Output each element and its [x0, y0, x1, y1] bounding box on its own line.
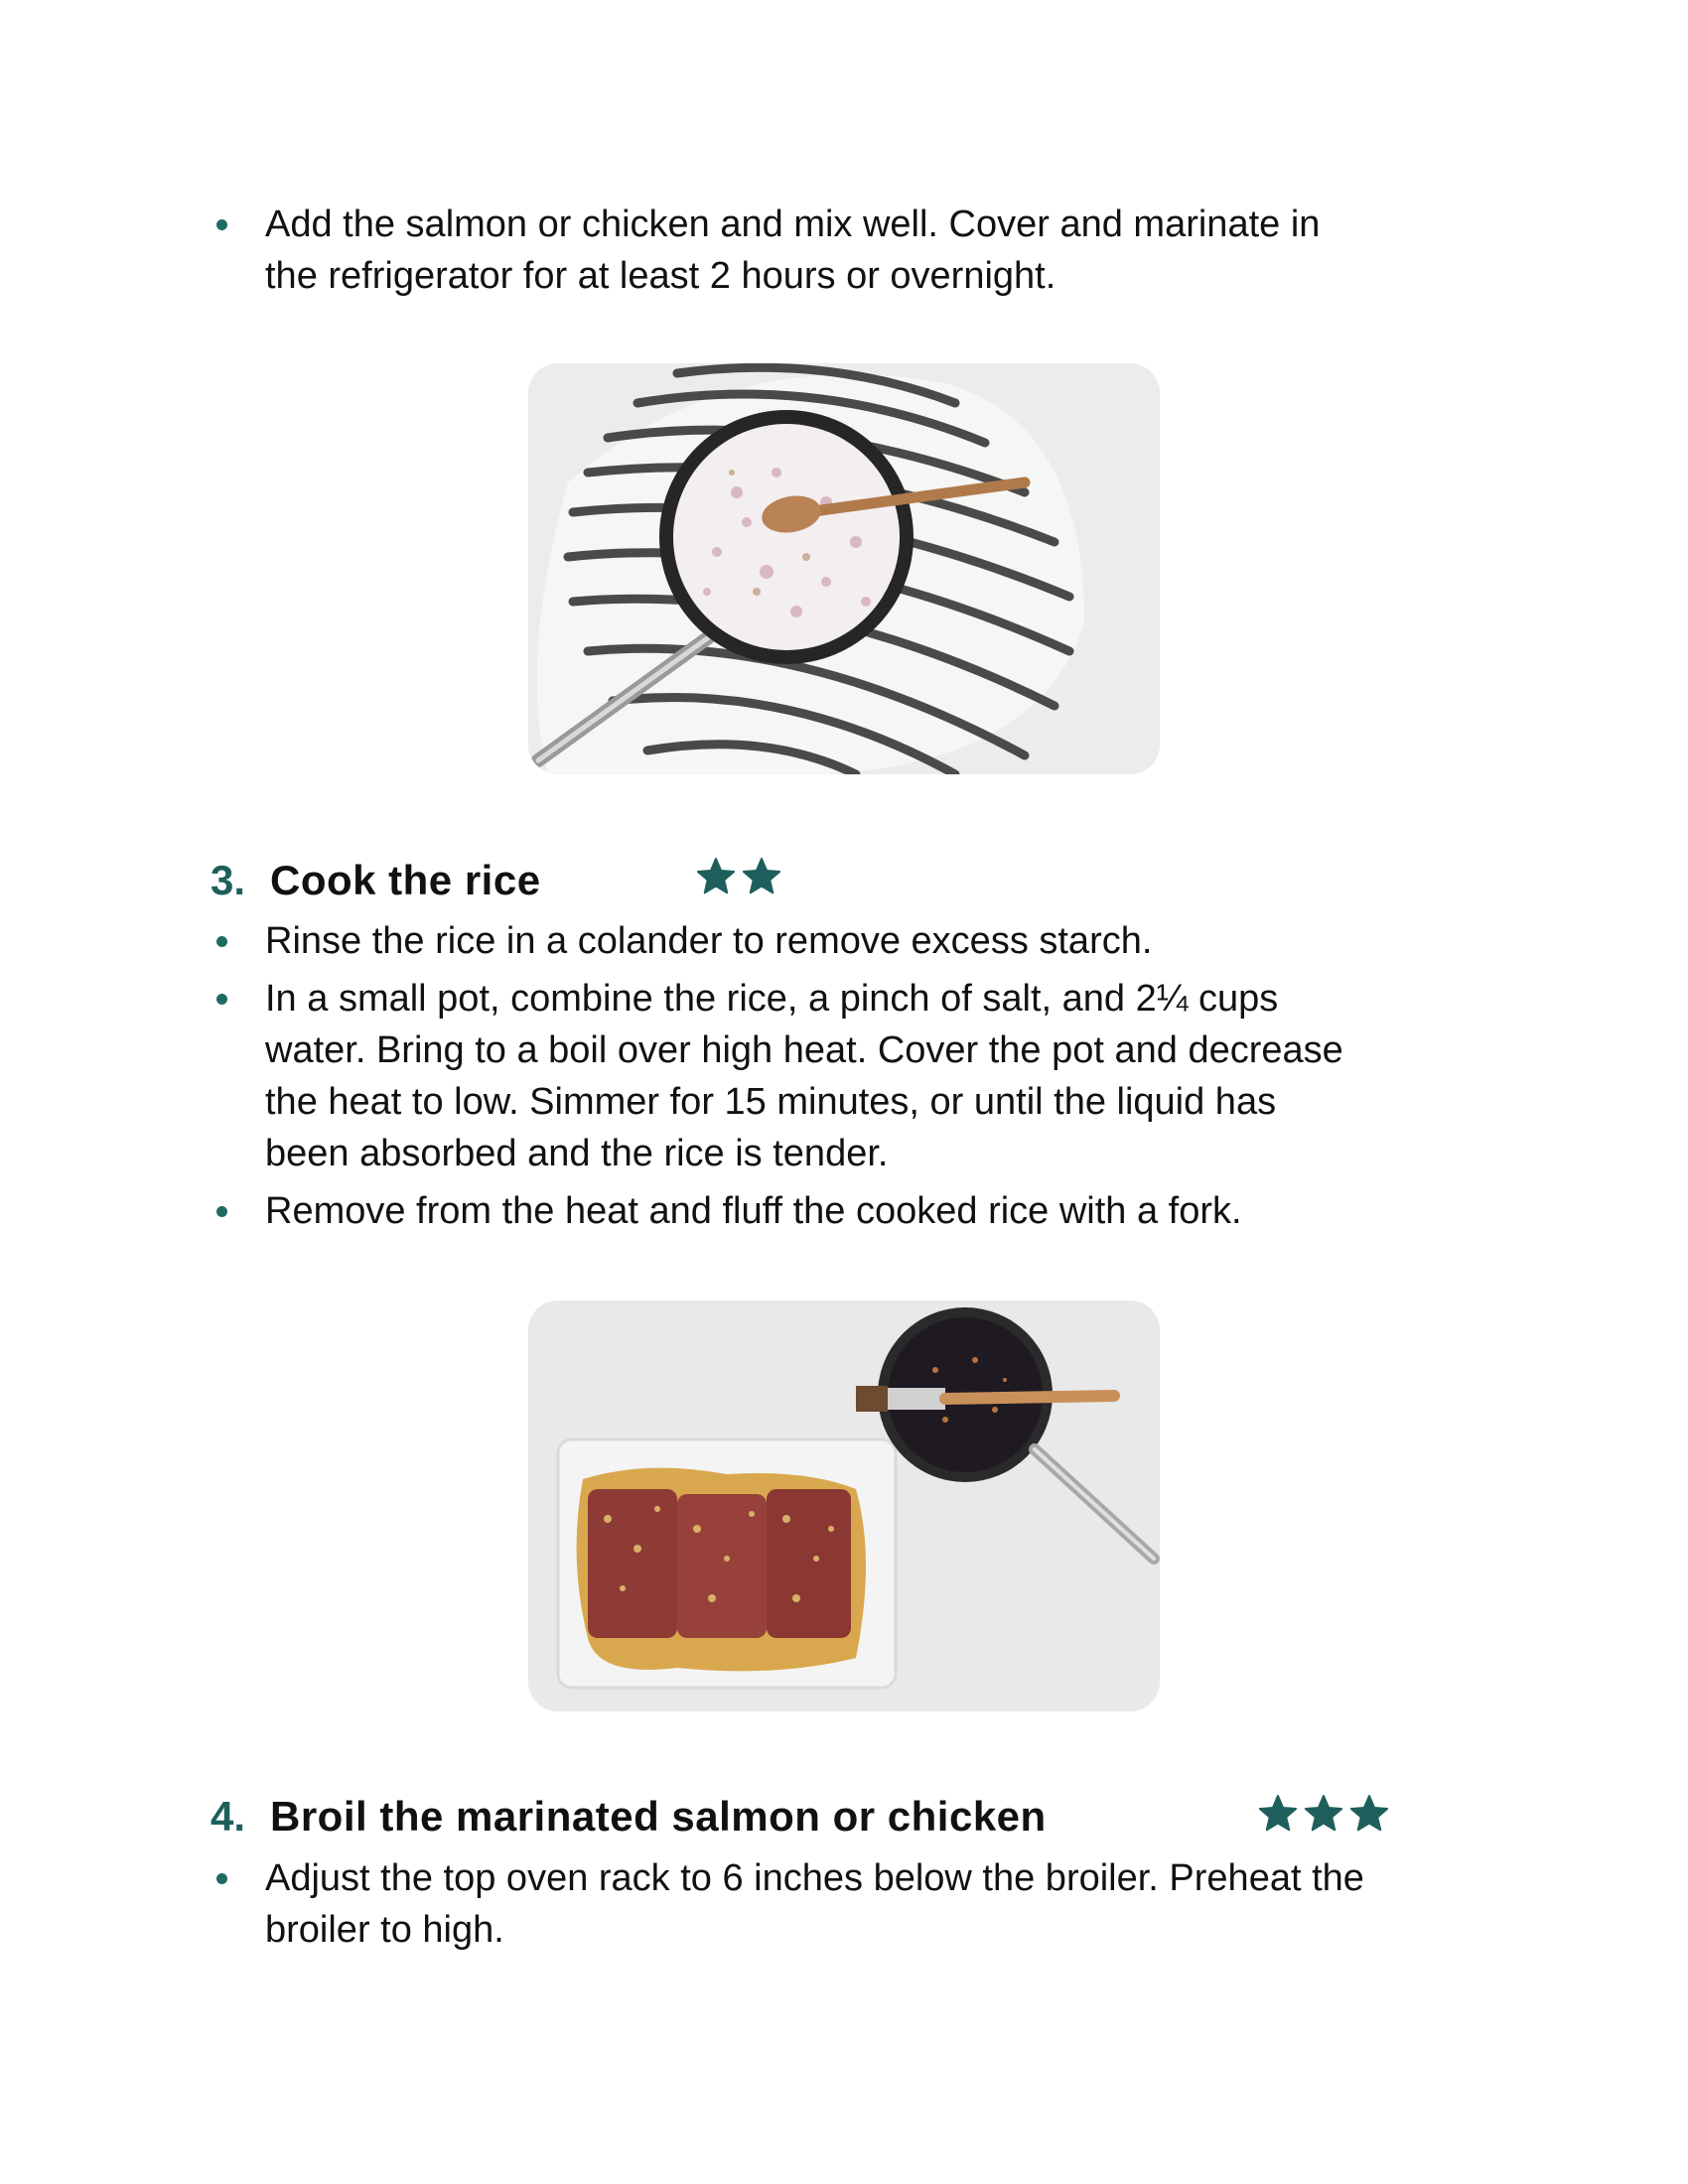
bullet-line: Add the salmon or chicken and mix well. Cover and marinate in	[265, 204, 1321, 245]
star-icon	[1303, 1793, 1344, 1835]
intro-bullet-list	[209, 199, 1499, 308]
bullet-line: water. Bring to a boil over high heat. Cover the pot and decrease	[265, 1029, 1343, 1071]
bullet-line: Adjust the top oven rack to 6 inches below the broiler. Preheat the	[265, 1857, 1364, 1899]
list-item	[209, 973, 1499, 1179]
bullet-line: Rinse the rice in a colander to remove excess starch.	[265, 920, 1153, 962]
section-3-heading	[211, 851, 541, 910]
section-4-heading	[211, 1787, 1047, 1846]
list-item	[209, 1852, 1499, 1956]
list-item	[209, 1185, 1499, 1237]
difficulty-stars	[695, 856, 782, 897]
bullet-dot-icon	[216, 936, 227, 947]
section-3-bullet-list	[209, 915, 1499, 1243]
bullet-line: Remove from the heat and fluff the cooked rice with a fork.	[265, 1190, 1242, 1232]
bullet-dot-icon	[216, 994, 227, 1005]
bullet-line: been absorbed and the rice is tender.	[265, 1133, 889, 1174]
bullet-line: In a small pot, combine the rice, a pinch of salt, and 2¼ cups	[265, 978, 1279, 1020]
rice-pot-photo	[528, 363, 1160, 774]
section-4-bullet-list	[209, 1852, 1499, 1962]
bullet-line: the refrigerator for at least 2 hours or overnight.	[265, 255, 1056, 297]
salmon-glaze-photo	[528, 1300, 1160, 1711]
difficulty-stars	[1257, 1793, 1390, 1835]
bullet-dot-icon	[216, 219, 227, 230]
bullet-dot-icon	[216, 1873, 227, 1884]
list-item	[209, 199, 1499, 302]
section-number: 3.	[211, 857, 246, 903]
bullet-line: the heat to low. Simmer for 15 minutes, or until the liquid has	[265, 1081, 1277, 1123]
list-item	[209, 915, 1499, 967]
star-icon	[741, 856, 782, 897]
section-number: 4.	[211, 1793, 246, 1840]
star-icon	[1348, 1793, 1390, 1835]
star-icon	[695, 856, 737, 897]
section-title: Broil the marinated salmon or chicken	[270, 1793, 1047, 1840]
star-icon	[1257, 1793, 1299, 1835]
bullet-line: broiler to high.	[265, 1909, 504, 1951]
bullet-dot-icon	[216, 1206, 227, 1217]
section-title: Cook the rice	[270, 857, 541, 903]
